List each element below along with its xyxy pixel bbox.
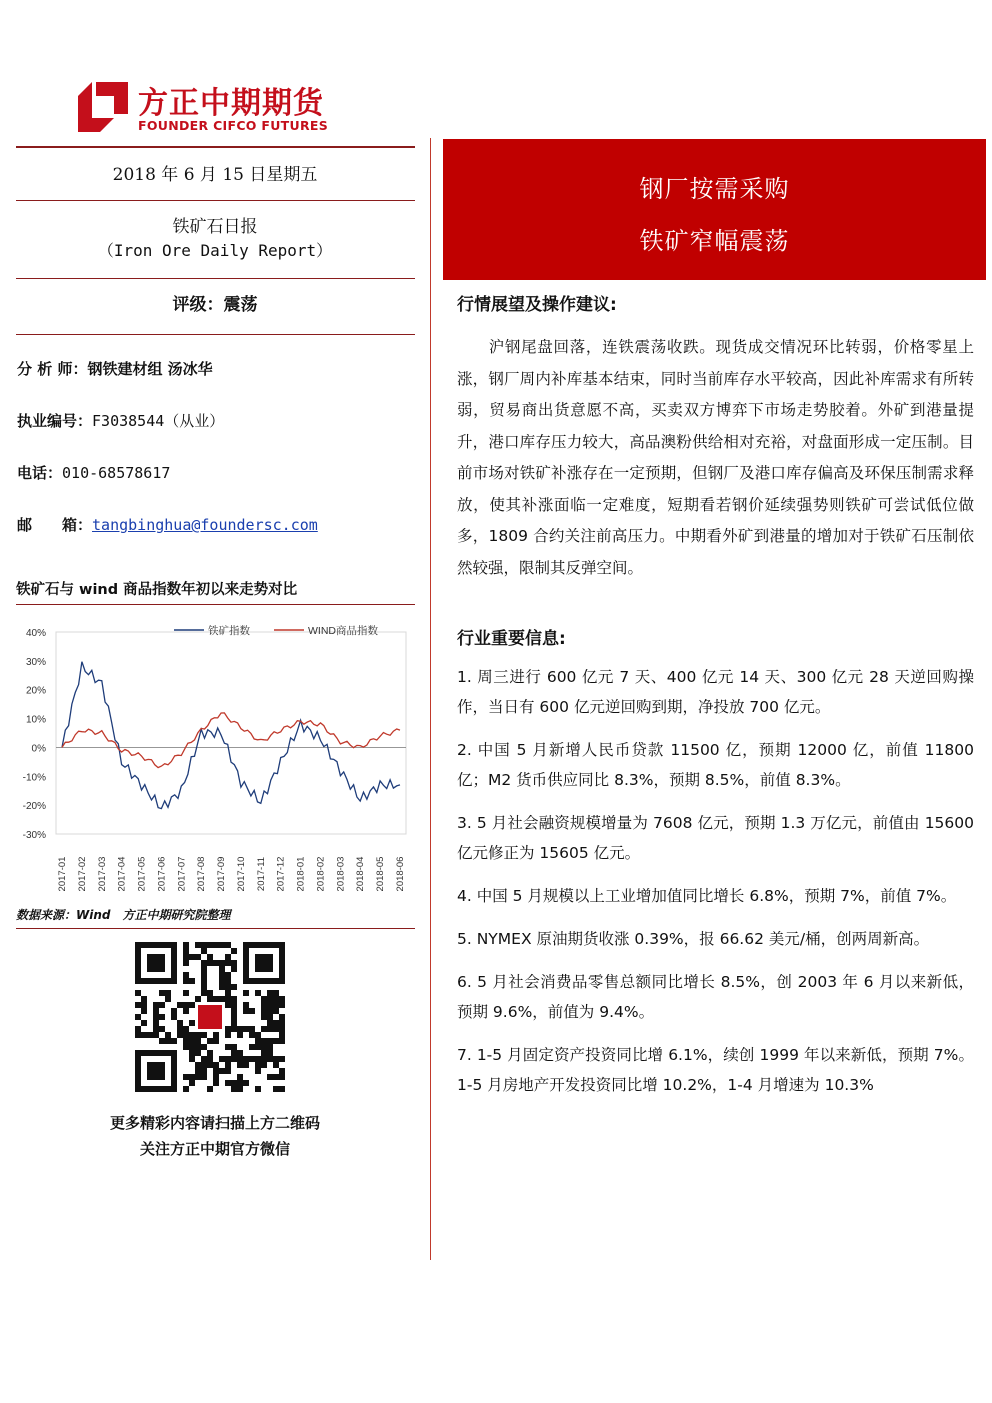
news-item: 5. NYMEX 原油期货收涨 0.39%，报 66.62 美元/桶，创两周新高。 <box>457 930 930 948</box>
x-tick-label: 2017-03 <box>96 856 108 892</box>
x-tick-label: 2018-03 <box>335 856 347 892</box>
y-tick-label: -20% <box>22 801 46 813</box>
phone-label: 电话： <box>17 464 63 482</box>
x-tick-label: 2017-05 <box>136 856 148 892</box>
legend-label: WIND商品指数 <box>308 625 378 637</box>
divider <box>16 278 415 279</box>
outlook-paragraph <box>457 332 974 584</box>
x-tick-label: 2018-04 <box>355 856 367 892</box>
y-tick-label: 20% <box>25 685 46 697</box>
news-item: 7. 1-5 月固定资产投资同比增 6.1%，续创 1999 年以来新低，预期 7%。1-5 月房地产开发投资同比增 10.2%，1-4 月增速为 10.3% <box>457 1046 974 1094</box>
x-tick-label: 2017-07 <box>176 856 188 892</box>
email-row <box>17 514 318 535</box>
phone-row <box>17 462 170 483</box>
x-tick-label: 2017-04 <box>116 856 128 892</box>
founder-logo-icon <box>78 82 128 132</box>
rating: 评级：震荡 <box>172 295 258 315</box>
y-tick-label: -30% <box>22 830 46 841</box>
outlook-text: 沪钢尾盘回落，连铁震荡收跌。现货成交情况环比转弱，价格零星上涨，钢厂周内补库基本结束，同时当前库存水平较高，因此补库需求有所转弱，贸易商出货意愿不高，买卖双方博弈下市场走势胶着。外矿到港量提升，港口库存压力较大，高品澳粉供给相对充裕，对盘面形成一定压制。目前市场对铁矿补涨存在一定预期，但钢厂及港口库存偏高及环保压制需求释放，使其补涨面临一定难度，短期看若钢价延续强势则铁矿可尝试低位做多，1809 合约关注前高压力。中期看外矿到港量的增加对于铁矿石压制依然较强，限制其反弹空间。 <box>457 338 974 577</box>
legend-label: 铁矿指数 <box>208 625 250 637</box>
news-item: 4. 中国 5 月规模以上工业增加值同比增长 6.8%，预期 7%，前值 7%。 <box>457 887 957 905</box>
y-tick-label: -10% <box>22 772 46 784</box>
y-tick-label: 40% <box>25 628 46 639</box>
report-title-en: （Iron Ore Daily Report） <box>97 241 333 260</box>
divider <box>16 928 415 929</box>
qr-caption-line-1: 更多精彩内容请扫描上方二维码 <box>109 1114 320 1132</box>
news-item: 2. 中国 5 月新增人民币贷款 11500 亿，预期 12000 亿，前值 11800 亿；M2 货币供应同比 8.3%，预期 8.5%，前值 8.3%。 <box>457 741 974 789</box>
x-tick-label: 2017-09 <box>216 856 228 892</box>
divider <box>16 146 415 148</box>
headline-box <box>443 139 986 280</box>
x-tick-label: 2017-10 <box>235 856 247 892</box>
divider <box>16 334 415 335</box>
report-date: 2018 年 6 月 15 日星期五 <box>112 165 318 185</box>
x-tick-label: 2017-02 <box>76 856 88 892</box>
analyst-row <box>17 358 213 379</box>
news-item: 6. 5 月社会消费品零售总额同比增长 8.5%，创 2003 年 6 月以来新低，预期 9.6%，前值为 9.4%。 <box>457 973 974 1021</box>
x-tick-label: 2018-01 <box>295 856 307 892</box>
x-tick-label: 2017-01 <box>57 856 68 892</box>
y-tick-label: 0% <box>31 743 46 755</box>
company-name-en: FOUNDER CIFCO FUTURES <box>138 118 329 133</box>
x-tick-label: 2017-11 <box>255 856 267 892</box>
license-label: 执业编号： <box>17 412 93 430</box>
x-tick-label: 2018-05 <box>375 856 387 892</box>
x-tick-label: 2018-06 <box>395 856 406 892</box>
x-tick-label: 2017-06 <box>156 856 168 892</box>
chart-source: 数据来源：Wind 方正中期研究院整理 <box>16 908 231 922</box>
y-tick-label: 10% <box>25 714 46 726</box>
news-heading: 行业重要信息: <box>457 629 566 649</box>
news-item: 1. 周三进行 600 亿元 7 天、400 亿元 14 天、300 亿元 28 天逆回购操作，当日有 600 亿元逆回购到期，净投放 700 亿元。 <box>457 668 974 716</box>
email-label: 邮 箱： <box>17 516 93 534</box>
company-name-cn: 方正中期期货 <box>138 86 324 121</box>
news-item: 3. 5 月社会融资规模增量为 7608 亿元，预期 1.3 万亿元，前值由 15600 亿元修正为 15605 亿元。 <box>457 814 974 862</box>
x-tick-label: 2017-08 <box>196 856 208 892</box>
x-tick-label: 2018-02 <box>315 856 327 892</box>
divider <box>16 200 415 201</box>
trend-chart <box>16 612 414 902</box>
x-tick-label: 2017-12 <box>275 856 287 892</box>
email-link[interactable]: tangbinghua@foundersc.com <box>92 516 318 534</box>
license-number: F3038544（从业） <box>92 412 225 430</box>
analyst-name: 钢铁建材组 汤冰华 <box>87 360 213 378</box>
outlook-heading: 行情展望及操作建议: <box>457 295 617 315</box>
divider <box>16 604 415 605</box>
wechat-qr-code[interactable] <box>135 942 285 1092</box>
y-tick-label: 30% <box>25 656 46 668</box>
headline-line-2: 铁矿窄幅震荡 <box>639 227 790 255</box>
qr-caption-line-2: 关注方正中期官方微信 <box>139 1140 290 1158</box>
chart-title: 铁矿石与 wind 商品指数年初以来走势对比 <box>16 582 298 598</box>
analyst-label: 分 析 师： <box>17 360 88 378</box>
column-divider <box>430 138 431 1260</box>
headline-line-1: 钢厂按需采购 <box>639 175 790 203</box>
phone-number: 010-68578617 <box>62 464 171 482</box>
license-row <box>17 410 224 431</box>
report-title: 铁矿石日报 <box>172 217 258 237</box>
